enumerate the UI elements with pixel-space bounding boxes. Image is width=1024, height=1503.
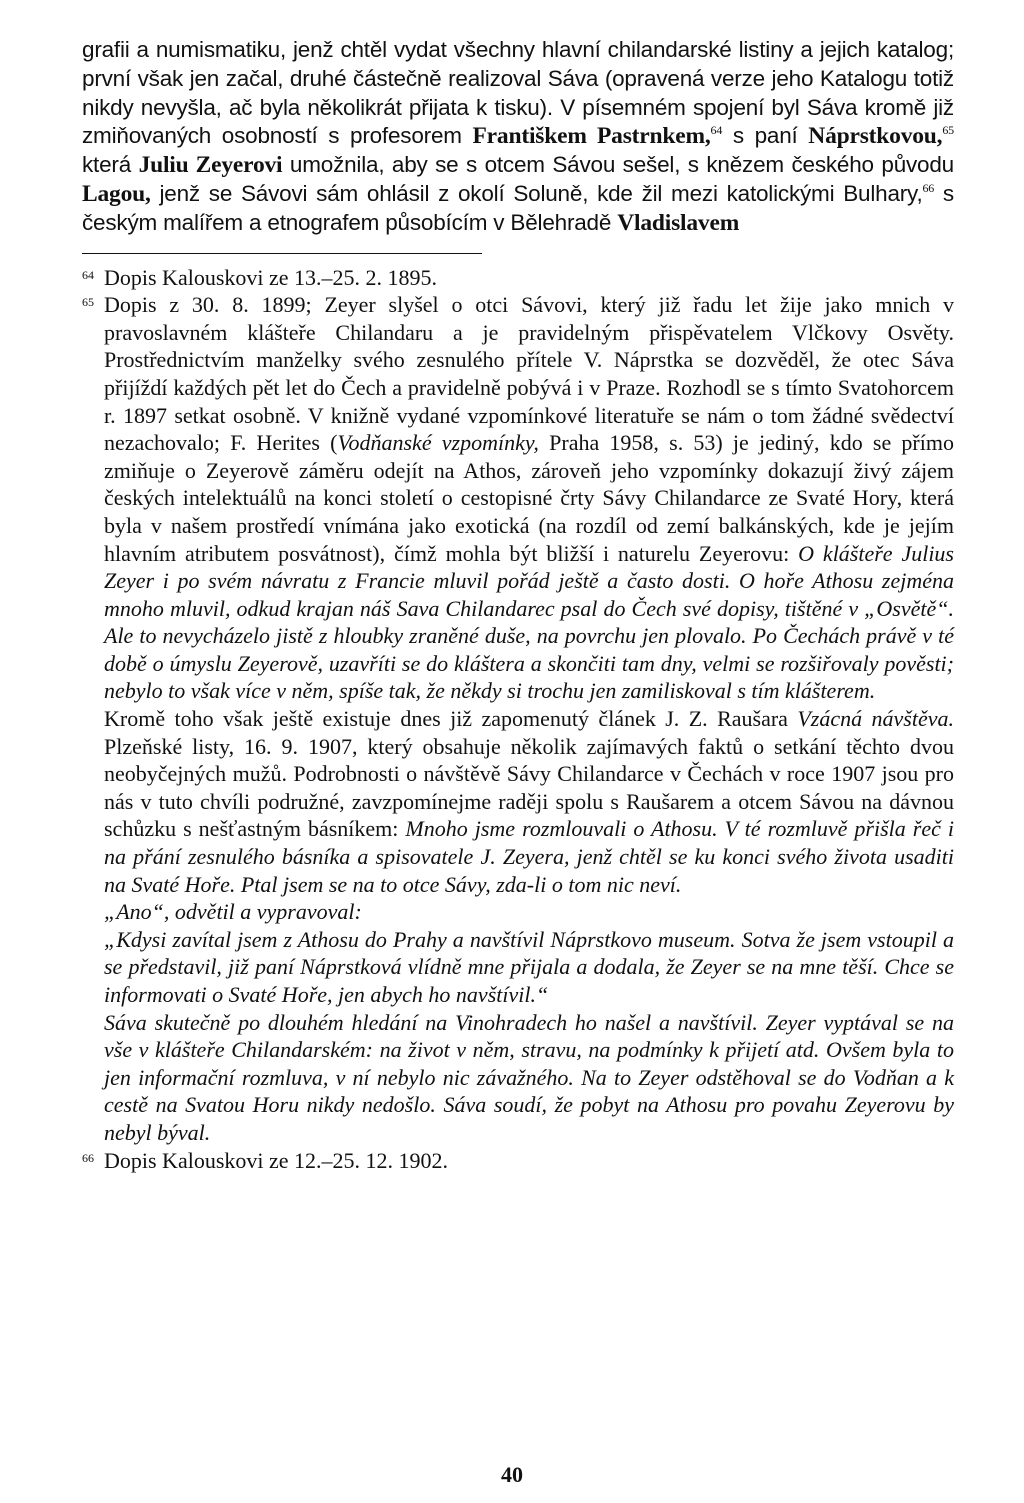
main-text: s paní [722,123,798,149]
main-text: která [82,152,132,178]
page [82,36,954,1174]
quotation-line: „Ano“, odvětil a vypravoval: [104,899,362,925]
main-text: jenž se Sávovi sám ohlásil z okolí Soluně, kde žil mezi katolickými Bulhary, [150,180,923,206]
footnote-mark: 64 [82,267,94,282]
footnote-text-part: Kromě toho však ještě existuje dnes již zapomenutý článek J. Z. Raušara [104,706,798,732]
footnote-text-part: Dopis z 30. 8. 1899; Zeyer slyšel o otci Sávovi, který již řadu let žije jako mnich v pravoslavném klášteře Chilandaru a je pravidelným přispěvatelem Vlčkovy Osvěty. Prostřednictvím manželky svého zesnulého přítele V. Náprstka se dozvěděl, že otec Sáva přijíždí každých pět let do Čech a pravidelně pobývá i v Praze. Rozhodl se s tímto Svatohorcem r. 1897 setkat osobně. V knižně vydané vzpomínkové literatuře se nám o tom žádné svědectví nezachovalo; F. Herites ( [104,292,954,456]
quotation: Mnoho jsme rozmlouvali o Athosu. V té rozmluvě přišla řeč i na přání zesnulého básníka a spisovatele J. Zeyera, jenž chtěl se ku konci svého života usaditi na Svaté Hoře. Ptal jsem se na to otce Sávy, zda-li o tom nic neví. [104,816,954,897]
book-title: Vodňanské vzpomínky, [337,430,539,456]
footnote-text-part: Plzeňské listy, 16. 9. 1907, který obsahuje několik zajímavých faktů o setkání těchto dvou neobyčejných mužů. Podrobnosti o návštěvě Sávy Chilandarce v Čechách v roce 1907 jsou pro nás v tuto chvíli podružné, zavzpomínejme raději spolu s Raušarem a otcem Sávou na dávnou schůzku s nešťastným básníkem: [104,733,954,842]
page-number: 40 [501,1462,523,1487]
footnote-ref[interactable]: 64 [710,123,723,138]
footnote-text [104,291,954,705]
footnote-ref[interactable]: 65 [942,123,954,138]
footnote-64 [82,264,954,292]
footnote-66 [82,1147,954,1175]
person-name: Lagou, [82,180,151,207]
person-name: Náprstkovou, [808,123,943,150]
quotation-paragraph: Sáva skutečně po dlouhém hledání na Vinohradech ho našel a navštívil. Zeyer vyptával se na vše v klášteře Chilandarském: na život v něm, stravu, na podmínky k přijetí atd. Ovšem byla to jen informační rozmluva, v ní nebylo nic závažného. Na to Zeyer odstěhoval se do Vodňan a k cestě na Svatou Horu nikdy nedošlo. Sáva soudí, že pobyt na Athosu pro povahu Zeyerovu by nebyl býval. [104,1009,954,1145]
main-text: umožnila, aby se s otcem Sávou sešel, s knězem českého původu [282,152,954,178]
footnote-65 [82,291,954,705]
person-name: Juliu Zeyerovi [138,152,283,179]
footnote-text: Dopis Kalouskovi ze 12.–25. 12. 1902. [104,1147,449,1173]
quotation: O klášteře Julius Zeyer i po svém návratu z Francie mluvil pořád ještě a často dosti. O hoře Athosu zejména mnoho mluvil, odkud krajan náš Sava Chilandarec psal do Čech své dopisy, tištěné v „Osvětě“. Ale to nevycházelo jistě z hloubky zraněné duše, na povrchu jen plovalo. Po Čechách právě v té době o úmyslu Zeyerově, uzavříti se do kláštera a skončiti tam dny, velmi se rozšiřovaly pověsti; nebylo to však více v něm, spíše tak, že někdy si trochu jen zamiliskoval s tím klášterem. [104,540,954,704]
article-title: Vzácná návštěva. [797,706,955,732]
footnote-mark: 66 [82,1150,94,1165]
footnotes [82,264,954,1175]
person-name: Vladislavem [617,209,740,236]
main-paragraph [82,36,954,238]
main-text: s českým malířem a etnografem působícím v Bělehradě [82,180,954,235]
footnote-divider [82,253,482,254]
footnote-mark: 65 [82,295,94,310]
footnote-65-continuation [104,705,954,898]
footnote-ref[interactable]: 66 [922,180,935,195]
main-text: grafii a numismatiku, jenž chtěl vydat všechny hlavní chilandarské listiny a jejich katalog; první však jen začal, druhé částečně realizoval Sáva (opravená verze jeho Katalogu totiž nikdy nevyšla, ač byla několikrát přijata k tisku). V písemném spojení byl Sáva kromě již zmiňovaných osobností s profesorem [82,37,954,149]
quotation-paragraph: „Kdysi zavítal jsem z Athosu do Prahy a navštívil Náprstkovo museum. Sotva že jsem vstoupil a se představil, již paní Náprstková vlídně mne přijala a dodala, že Zeyer se na mne těší. Chce se informovati o Svaté Hoře, jen abych ho navštívil.“ [104,926,954,1008]
footnote-text: Dopis Kalouskovi ze 13.–25. 2. 1895. [104,264,438,290]
footnote-text-part: Praha 1958, s. 53) je jediný, kdo se přímo zmiňuje o Zeyerově záměru odejít na Athos, zároveň jeho vzpomínky dokazují živý zájem českých intelektuálů na konci století o cestopisné črty Sávy Chilandarce ze Svaté Hory, která byla v našem prostředí vnímána jako exotická (na rozdíl od zemí balkánských, kde je jejím hlavním atributem posvátnost), čímž mohla být bližší i naturelu Zeyerovu: [104,430,954,566]
person-name: Františkem Pastrnkem, [472,123,711,150]
